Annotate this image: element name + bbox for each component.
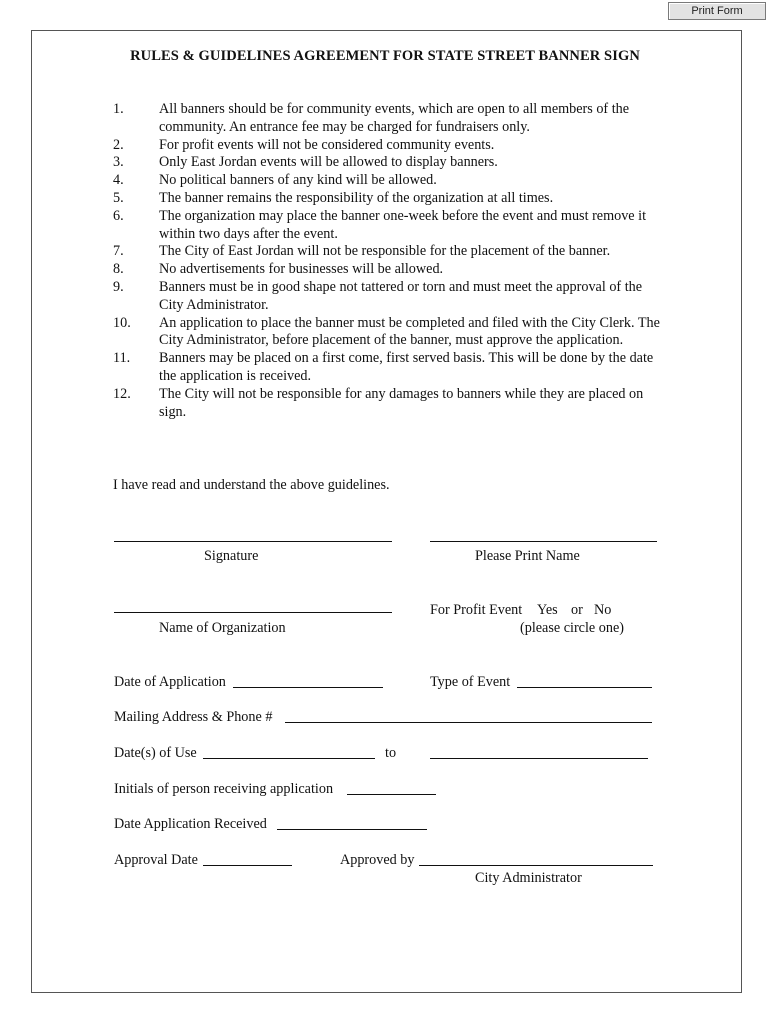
rule-item — [0, 190, 770, 208]
type-of-event-label: Type of Event — [430, 674, 511, 690]
rule-item — [0, 172, 770, 190]
date-of-application-label: Date of Application — [114, 674, 226, 690]
rule-number: 4. — [113, 172, 124, 189]
date-received-field[interactable] — [277, 829, 427, 830]
rule-item — [0, 137, 770, 155]
dates-of-use-to-text: to — [385, 745, 397, 761]
dates-of-use-end-field[interactable] — [430, 758, 648, 759]
circle-one-hint: (please circle one) — [520, 620, 624, 636]
rule-number: 11. — [113, 350, 131, 367]
rule-item — [0, 101, 770, 137]
rule-number: 7. — [113, 243, 124, 260]
rule-text: Only East Jordan events will be allowed to display banners. — [159, 154, 498, 171]
organization-field[interactable] — [114, 612, 392, 613]
rules-list — [0, 101, 770, 421]
rule-text: No political banners of any kind will be allowed. — [159, 172, 437, 189]
approval-date-label: Approval Date — [114, 852, 198, 868]
acknowledgement-text: I have read and understand the above guidelines. — [113, 477, 390, 493]
print-form-button[interactable]: Print Form — [668, 2, 766, 20]
rule-number: 2. — [113, 136, 124, 153]
rule-item — [0, 261, 770, 279]
dates-of-use-start-field[interactable] — [203, 758, 375, 759]
type-of-event-field[interactable] — [517, 687, 652, 688]
rule-number: 3. — [113, 154, 124, 171]
date-of-application-field[interactable] — [233, 687, 383, 688]
rule-item — [0, 154, 770, 172]
dates-of-use-label: Date(s) of Use — [114, 745, 197, 761]
for-profit-no-option[interactable]: No — [594, 602, 612, 618]
initials-label: Initials of person receiving application — [114, 781, 334, 797]
rule-text: For profit events will not be considered community events. — [159, 136, 495, 153]
initials-field[interactable] — [347, 794, 436, 795]
rule-text: Banners may be placed on a first come, first served basis. This will be done by the date the application is received. — [159, 350, 654, 384]
rule-text: An application to place the banner must be completed and filed with the City Clerk. The City Administrator, before placement of the banner, must approve the application. — [159, 314, 660, 349]
signature-field[interactable] — [114, 541, 392, 542]
rule-item — [0, 243, 770, 261]
rule-number: 9. — [113, 278, 124, 295]
date-received-label: Date Application Received — [114, 816, 267, 832]
rule-text: No advertisements for businesses will be allowed. — [159, 261, 444, 278]
rule-item — [0, 279, 770, 315]
approved-by-label: Approved by — [340, 852, 415, 868]
for-profit-or-text: or — [571, 602, 583, 618]
rule-item — [0, 386, 770, 422]
approval-date-field[interactable] — [203, 865, 292, 866]
mailing-address-label: Mailing Address & Phone # — [114, 709, 273, 725]
rule-text: The City of East Jordan will not be responsible for the placement of the banner. — [159, 243, 611, 260]
rule-text: Banners must be in good shape not tattered or torn and must meet the approval of the City Administrator. — [159, 278, 643, 313]
form-title: RULES & GUIDELINES AGREEMENT FOR STATE STREET BANNER SIGN — [130, 48, 640, 64]
print-name-field[interactable] — [430, 541, 657, 542]
rule-item — [0, 208, 770, 244]
for-profit-yes-option[interactable]: Yes — [537, 602, 558, 618]
approved-by-field[interactable] — [419, 865, 653, 866]
rule-item — [0, 350, 770, 386]
rule-number: 12. — [113, 385, 131, 402]
rule-number: 6. — [113, 207, 124, 224]
for-profit-label: For Profit Event — [430, 602, 523, 618]
rule-number: 5. — [113, 189, 124, 206]
print-name-label: Please Print Name — [475, 548, 580, 564]
signature-label: Signature — [204, 548, 259, 564]
organization-label: Name of Organization — [159, 620, 286, 636]
rule-number: 10. — [113, 314, 131, 331]
rule-text: The City will not be responsible for any damages to banners while they are placed on sign. — [159, 385, 644, 420]
rule-item — [0, 315, 770, 351]
rule-text: The organization may place the banner one-week before the event and must remove it within two days after the event. — [159, 207, 647, 242]
rule-text: The banner remains the responsibility of the organization at all times. — [159, 189, 554, 206]
rule-number: 8. — [113, 261, 124, 278]
mailing-address-field[interactable] — [285, 722, 652, 723]
rule-number: 1. — [113, 101, 124, 117]
rule-text: All banners should be for community events, which are open to all members of the community. An entrance fee may be charged for fundraisers only. — [159, 101, 630, 135]
city-administrator-label: City Administrator — [475, 870, 582, 886]
